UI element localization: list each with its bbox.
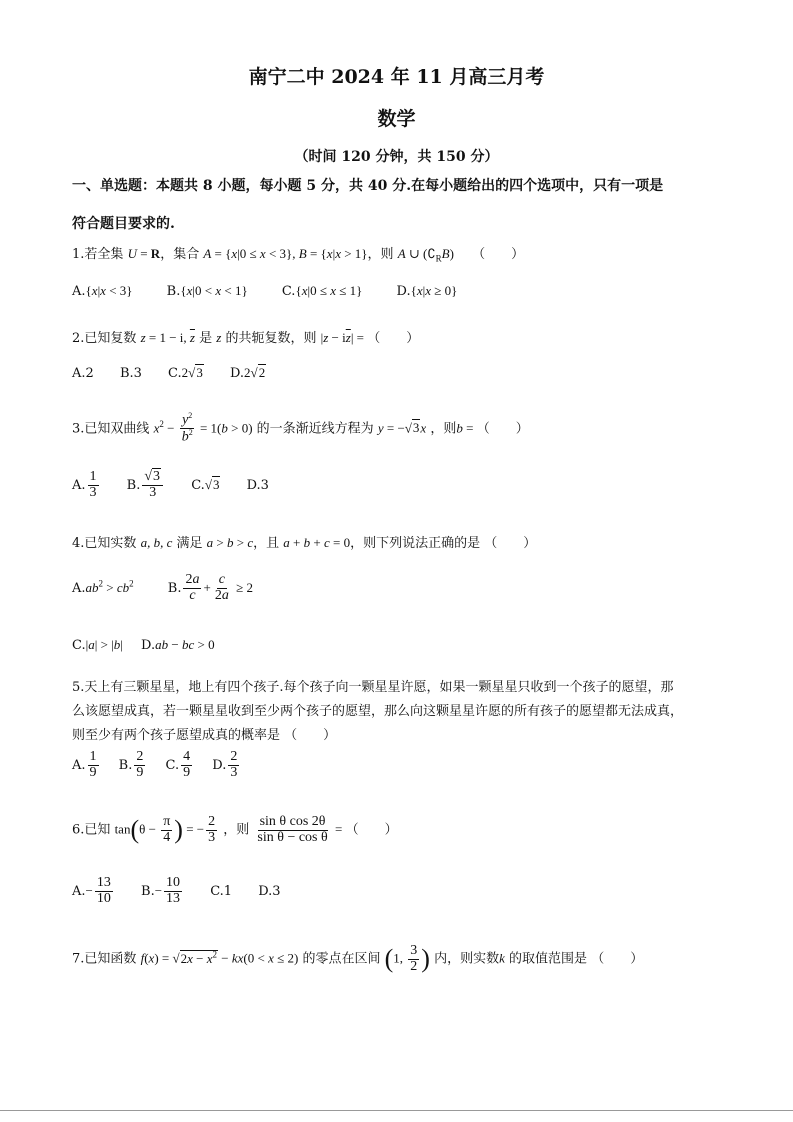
question-5-line2: 么该愿望成真，若一颗星星收到至少两个孩子的愿望，那么向这颗星星许愿的所有孩子的愿望都无法成真， [72, 704, 684, 719]
option-a: $A.ab^2 > cb^2$ [72, 578, 134, 596]
answer-blank: （ ） [591, 951, 644, 967]
q5-options [72, 750, 241, 780]
math-expression: x [153, 420, 160, 436]
option-b: B. $\frac{2a}{c}$ + $\frac{c}{2a}$ ≥ 2 [167, 572, 253, 603]
question-number: 3. [72, 421, 85, 437]
option-d: D.3 [258, 883, 281, 899]
answer-blank: （ ） [345, 822, 398, 838]
answer-blank: （ ） [367, 331, 420, 346]
q4-options-ab [72, 573, 253, 603]
answer-blank: （ ） [284, 728, 337, 743]
math-expression: a [206, 535, 214, 550]
question-3: 3.已知双曲线 $x^2$ − $\frac{y^2}{b^2}$ = 1(b > 0) 的一条渐近线方程为 y = −√3x ，则b = （ ） [72, 411, 529, 445]
question-number: 6. [72, 822, 85, 838]
math-expression: a, b, c [140, 535, 173, 550]
question-number: 2. [72, 331, 85, 346]
option-d: D.3 [246, 477, 269, 493]
question-7: 7.已知函数 $f(x) = √2x - x^2 - kx(0 < x \le 2)$ 的零点在区间 (1, $\frac{3}{2}$ ) 内，则实数k 的取值范围是 （ ） [72, 943, 644, 974]
math-expression: a [283, 535, 290, 550]
math-expression: ( [384, 944, 394, 974]
option-c: C.{x|0 ≤ x ≤ 1} [281, 283, 363, 299]
page-bottom-rule [0, 1110, 793, 1111]
question-number: 1. [72, 247, 85, 262]
time-info: （时间 120 分钟，共 150 分） [294, 149, 499, 165]
option-b: B.3 [119, 366, 142, 381]
question-number: 4. [72, 536, 85, 551]
q6-options [72, 876, 281, 906]
option-c: C.1 [210, 883, 233, 899]
option-d: D. $\frac{2}{3}$ [212, 749, 238, 780]
q4-options-cd [72, 637, 215, 653]
fraction: $\frac{\text{sin θ cos 2θ}}{\text{sin θ − cos θ}}$ [257, 814, 328, 845]
q1-options [72, 283, 457, 299]
option-a: A. $\frac{1}{3}$ [72, 469, 97, 500]
option-a: A. $\frac{1}{9}$ [72, 749, 97, 780]
question-5-line3: 则至少有两个孩子愿望成真的概率是 （ ） [72, 728, 337, 743]
question-4: 4.已知实数 a, b, c 满足 a > b > c，且 a + b + c = 0，则下列说法正确的是 （ ） [72, 535, 537, 551]
option-a: A.{x|x < 3} [72, 283, 133, 299]
option-c: C.2√3 [168, 365, 203, 381]
option-c: C.|a| > |b| [72, 637, 123, 653]
q3-options [72, 470, 269, 500]
math-expression: f [140, 950, 145, 966]
math-expression: tan [114, 821, 131, 837]
option-a: A.− $\frac{13}{10}$ [72, 875, 111, 906]
option-b: B.− $\frac{10}{13}$ [141, 875, 181, 906]
math-expression: U [127, 246, 137, 261]
option-a: A.2 [72, 366, 94, 381]
math-expression: A [397, 246, 406, 261]
answer-blank: （ ） [484, 536, 537, 551]
option-c: C.√3 [191, 476, 220, 493]
option-d: D.ab − bc > 0 [141, 637, 215, 653]
question-5-line1: 5.天上有三颗星星，地上有四个孩子.每个孩子向一颗星星许愿，如果一颗星星只收到一个孩子的愿望，那 [72, 680, 674, 695]
question-1: 1.若全集 U = R，集合 A = {x|0 ≤ x < 3}, B = {x|x > 1}，则 A ∪ $(∁_RB)$ （ ） [72, 246, 525, 264]
option-b: B. $\frac{√3}{3}$ [127, 478, 165, 493]
question-6: 6.已知 tan(θ − $\frac{\pi}{4}$ ) = − $\frac{2}{3}$ ，则 $\frac{\text{sin θ cos 2θ}}{\text{sin θ − cos θ}}$ = （ ） [72, 814, 398, 845]
math-expression: | [320, 330, 324, 345]
question-2: 2.已知复数 z = 1 − i, $\overline{z}$ 是 z 的共轭复数，则 $|z - i\overline{z}|$ = （ ） [72, 330, 420, 346]
section-heading-line2: 符合题目要求的. [72, 216, 175, 232]
q2-options [72, 365, 266, 381]
subject-title: 数学 [377, 108, 416, 130]
question-number: 7. [72, 951, 85, 967]
math-expression: z [140, 330, 146, 345]
section-heading-line1: 一、单选题：本题共 8 小题，每小题 5 分，共 40 分.在每小题给出的四个选项中，只有一项是 [72, 178, 664, 194]
answer-blank: （ ） [472, 247, 525, 262]
math-expression: A [203, 246, 212, 261]
fraction: $\frac{y^2}{b^2}$ [181, 411, 193, 445]
option-c: C. $\frac{4}{9}$ [165, 749, 191, 780]
option-d: D.{x|x ≥ 0} [396, 283, 458, 299]
page-title: 南宁二中 2024 年 11 月高三月考 [248, 66, 545, 88]
answer-blank: （ ） [476, 421, 529, 437]
option-b: B.{x|0 < x < 1} [166, 283, 248, 299]
math-expression: y [377, 420, 384, 436]
option-b: B. $\frac{2}{9}$ [118, 749, 144, 780]
option-d: D.2√2 [229, 365, 266, 381]
